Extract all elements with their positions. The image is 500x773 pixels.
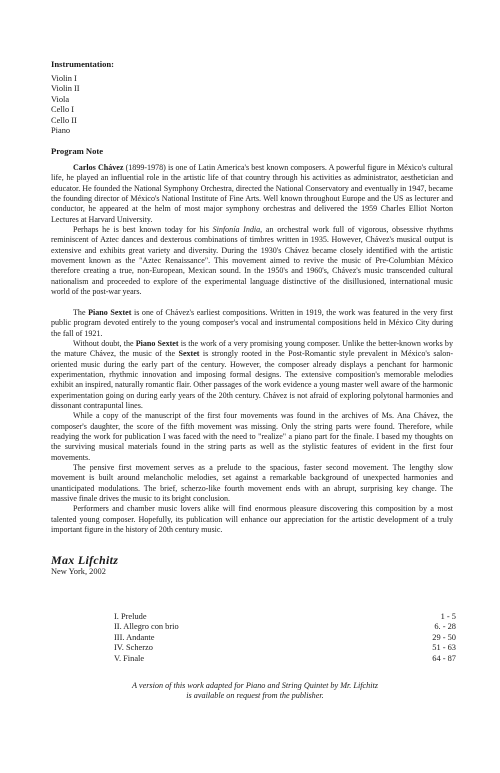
program-note-heading: Program Note	[51, 146, 104, 156]
work-title: Piano Sextet	[135, 338, 179, 348]
movement-row	[114, 612, 456, 622]
instrument-item: Piano	[51, 126, 71, 136]
signature-place-date: New York, 2002	[51, 567, 106, 576]
movement-title: IV. Scherzo	[114, 643, 153, 653]
paragraph-text: The	[73, 307, 89, 317]
paragraph-manuscript: While a copy of the manuscript of the first four movements was found in the archives of Ms. Ana Chávez, the composer's daughter, the score of the fifth movement was missing. Only the string parts were found. Therefore, while readying the work for publication I was faced with the need to "realize" a piano part for the finale. I based my thoughts on the surviving musical materials found in the string parts as well as the stylistic features of evident in the first four movements.	[51, 411, 453, 462]
paragraph-text: is one of Chávez's earliest compositions. Written in 1919, the work was featured in the very first public program devoted entirely to the young composer's vocal and instrumental compositions held in México City during the fall of 1921.	[51, 307, 453, 338]
instrument-item: Violin I	[51, 74, 77, 83]
footnote-line: is available on request from the publisher.	[186, 691, 324, 700]
paragraph-movements: The pensive first movement serves as a prelude to the spacious, faster second movement. The lengthy slow movement is built around melancholic melodies, set against a remarkable background of unexpected harmonies and unanticipated modulations. The brief, scherzo-like fourth movement ends with an abrupt, surprising key change. The massive finale drives the music to its bright conclusion.	[51, 462, 453, 503]
publisher-footnote	[60, 681, 450, 701]
paragraph-bio	[51, 163, 453, 225]
instrument-item: Violin II	[51, 84, 80, 94]
movement-row	[114, 643, 456, 653]
instrument-item: Cello II	[51, 115, 77, 125]
program-note-body	[51, 163, 453, 535]
paragraph-closing: Performers and chamber music lovers alike will find enormous pleasure discovering this composition by a most talented young composer. Hopefully, its publication will enhance our appreciation for the artistic development of a truly important figure in the history of 20th century music.	[51, 504, 453, 535]
instrumentation-list	[51, 74, 80, 136]
work-title: Piano Sextet	[88, 307, 132, 317]
movement-row	[114, 622, 456, 632]
movement-pages: 29 - 50	[432, 632, 456, 642]
paragraph-text: Perhaps he is best known today for his	[73, 225, 213, 235]
movement-pages: 51 - 63	[432, 643, 456, 653]
paragraph-text: (1899-1978) is one of Latin America's best known composers. A powerful figure in México's cultural life, he played an influential role in the artistic life of that country through his activities as administrator, aesthetician and educator. He founded the National Symphony Orchestra, directed the National Conservatory and eventually in 1947, became the founding director of México's National Institute of Fine Arts. Well known throughout Europe and the US as lecturer and conductor, he appeared at the helm of most major symphony orchestras and delivered the 1959 Charles Elliot Norton Lectures at Harvard University.	[51, 163, 453, 224]
movement-list	[114, 612, 456, 664]
movement-row	[114, 654, 456, 664]
paragraph-sextet-style	[51, 339, 453, 411]
paragraph-sextet-intro	[51, 308, 453, 339]
movement-title: I. Prelude	[114, 612, 147, 621]
paragraph-text: , an orchestral work full of vigorous, obsessive rhythms reminiscent of Aztec dances and dexterous combinations of timbres written in 1935. However, Chávez's musical output is extensive and exhibits great variety and diversity. During the 1930's Chávez became closely identified with the artistic movement known as the "Aztec Renaissance". This movement aimed to revive the music of Pre-Columbian México therefore creating a true, non-European, Mexican sound. In the 1950's and 1960's, Chávez's music transcended cultural nationalism and proceeded to explore of the experimental language distinctive of the disillusioned, international music world of the post-war years.	[51, 225, 453, 297]
signature: Max Lifchitz	[51, 553, 119, 567]
work-title: Sextet	[178, 349, 200, 359]
footnote-line: A version of this work adapted for Piano and String Quintet by Mr. Lifchitz	[132, 681, 378, 690]
movement-title: V. Finale	[114, 653, 145, 663]
movement-title: II. Allegro con brio	[114, 622, 179, 632]
work-title: Sinfonía India	[212, 225, 261, 235]
movement-pages: 1 - 5	[440, 612, 456, 621]
paragraph-text: is strongly rooted in the Post-Romantic style prevalent in México's salon-oriented music during the early part of the century. However, the composer already displays a penchant for harmonic experimentation, rhythmic innovation and imposing formal designs. The extensive composition's memorable melodies exhibit an inspired, naturally romantic flair. Other passages of the work evidence a young master well aware of the harmonic experimentation going on during early years of the 20th century. Chávez is not afraid of exploring polytonal harmonies and dissonant contrapuntal lines.	[51, 349, 453, 410]
instrument-item: Viola	[51, 94, 70, 104]
instrumentation-heading: Instrumentation:	[51, 59, 115, 69]
movement-pages: 64 - 87	[432, 653, 456, 663]
movement-title: III. Andante	[114, 632, 155, 642]
signature-block	[51, 554, 118, 577]
paragraph-text: is the work of a very promising young composer. Unlike the better-known works by the mature Chávez, the music of the	[51, 338, 453, 359]
movement-row	[114, 633, 456, 643]
instrument-item: Cello I	[51, 105, 75, 115]
composer-name: Carlos Chávez	[73, 163, 124, 172]
paragraph-works	[51, 225, 453, 297]
paragraph-text: Without doubt, the	[73, 338, 136, 348]
movement-pages: 6. - 28	[434, 622, 456, 632]
